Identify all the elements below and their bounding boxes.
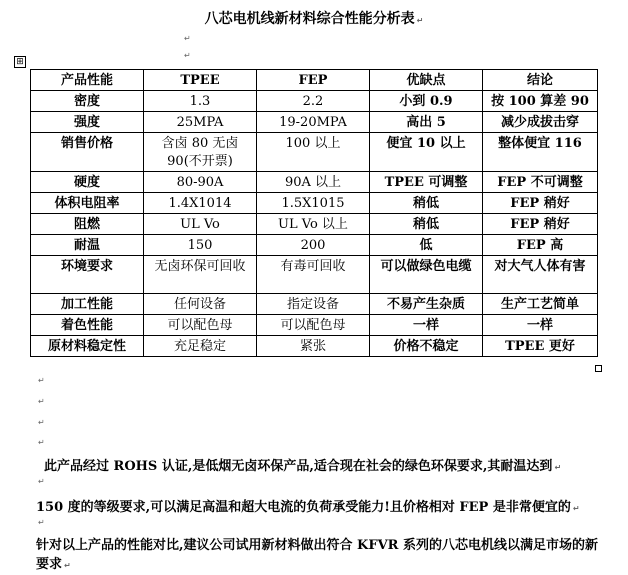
table-cell[interactable]: 一样 (483, 315, 598, 336)
table-row (31, 172, 598, 193)
table-cell[interactable]: 减少成拔击穿 (483, 112, 598, 133)
table-cell[interactable]: 小到 0.9 (370, 91, 483, 112)
table-cell[interactable]: 硬度 (31, 172, 144, 193)
table-cell[interactable]: 1.5X1015 (257, 193, 370, 214)
paragraph-mark-icon: ↵ (184, 34, 191, 43)
paragraph-mark-icon: ↵ (416, 16, 424, 25)
table-cell[interactable]: 90A 以上 (257, 172, 370, 193)
table-cell[interactable]: 销售价格 (31, 133, 144, 172)
table-cell[interactable]: 加工性能 (31, 294, 144, 315)
table-cell[interactable]: 价格不稳定 (370, 336, 483, 357)
table-cell[interactable]: 不易产生杂质 (370, 294, 483, 315)
table-header-cell[interactable]: TPEE (144, 70, 257, 91)
table-move-handle-icon[interactable]: ⊞ (14, 56, 26, 68)
table-cell[interactable]: 高出 5 (370, 112, 483, 133)
document-title (0, 8, 628, 28)
table-cell[interactable]: 体积电阻率 (31, 193, 144, 214)
table-cell[interactable]: 低 (370, 235, 483, 256)
table-cell[interactable]: 任何设备 (144, 294, 257, 315)
table-row (31, 235, 598, 256)
body-paragraph (36, 536, 604, 575)
table-cell[interactable]: 150 (144, 235, 257, 256)
table-row (31, 133, 598, 172)
table-cell[interactable]: 有毒可回收 (257, 256, 370, 294)
table-cell[interactable]: 阻燃 (31, 214, 144, 235)
table-resize-handle-icon[interactable] (595, 365, 602, 372)
comparison-table (30, 69, 598, 357)
table-cell[interactable]: 1.4X1014 (144, 193, 257, 214)
table-row (31, 91, 598, 112)
table-row (31, 256, 598, 294)
body-paragraph (36, 496, 580, 515)
paragraph-mark-icon: ↵ (38, 477, 45, 486)
table-row (31, 112, 598, 133)
table-cell[interactable]: 指定设备 (257, 294, 370, 315)
table-header-cell[interactable]: 产品性能 (31, 70, 144, 91)
table-cell[interactable]: 一样 (370, 315, 483, 336)
body-paragraph (44, 455, 561, 474)
table-cell[interactable]: 80-90A (144, 172, 257, 193)
table-cell[interactable]: UL Vo 以上 (257, 214, 370, 235)
table-cell[interactable]: 着色性能 (31, 315, 144, 336)
table-row (31, 193, 598, 214)
table-cell[interactable]: 1.3 (144, 91, 257, 112)
table-cell[interactable]: 可以配色母 (257, 315, 370, 336)
paragraph-mark-icon: ↵ (38, 438, 45, 447)
table-cell[interactable]: 25MPA (144, 112, 257, 133)
table-cell[interactable]: 按 100 算差 90 (483, 91, 598, 112)
paragraph-mark-icon: ↵ (184, 51, 191, 60)
table-cell[interactable]: 可以配色母 (144, 315, 257, 336)
table-cell[interactable]: 便宜 10 以上 (370, 133, 483, 172)
table-row (31, 294, 598, 315)
table-cell[interactable]: 原材料稳定性 (31, 336, 144, 357)
table-header-cell[interactable]: 结论 (483, 70, 598, 91)
title-text: 八芯电机线新材料综合性能分析表 (204, 11, 415, 27)
table-cell[interactable]: FEP 稍好 (483, 214, 598, 235)
table-cell[interactable]: 含卤 80 无卤 90(不开票) (144, 133, 257, 172)
table-cell[interactable]: 稍低 (370, 214, 483, 235)
table-header-cell[interactable]: FEP (257, 70, 370, 91)
table-cell[interactable]: FEP 高 (483, 235, 598, 256)
paragraph-text: 针对以上产品的性能对比,建议公司试用新材料做出符合 KFVR 系列的八芯电机线以满足市场的新要求 (36, 538, 598, 572)
table-cell[interactable]: 19-20MPA (257, 112, 370, 133)
table-cell[interactable]: 生产工艺简单 (483, 294, 598, 315)
paragraph-text: 此产品经过 ROHS 认证,是低烟无卤环保产品,适合现在社会的绿色环保要求,其耐温达到 (44, 459, 553, 474)
table-row (31, 315, 598, 336)
paragraph-mark-icon: ↵ (38, 376, 45, 385)
table-row (31, 214, 598, 235)
paragraph-mark-icon: ↵ (38, 397, 45, 406)
table-cell[interactable]: 耐温 (31, 235, 144, 256)
table-header-row (31, 70, 598, 91)
table-cell[interactable]: UL Vo (144, 214, 257, 235)
table-cell[interactable]: FEP 稍好 (483, 193, 598, 214)
table-cell[interactable]: 对大气人体有害 (483, 256, 598, 294)
table-cell[interactable]: TPEE 可调整 (370, 172, 483, 193)
paragraph-mark-icon: ↵ (64, 561, 71, 570)
paragraph-mark-icon: ↵ (554, 463, 562, 472)
paragraph-text: 150 度的等级要求,可以满足高温和超大电流的负荷承受能力!且价格相对 FEP 是非常便宜的 (36, 500, 571, 515)
table-row (31, 336, 598, 357)
table-cell[interactable]: 2.2 (257, 91, 370, 112)
table-cell[interactable]: 强度 (31, 112, 144, 133)
table-cell[interactable]: 可以做绿色电缆 (370, 256, 483, 294)
table-cell[interactable]: TPEE 更好 (483, 336, 598, 357)
table-cell[interactable]: 无卤环保可回收 (144, 256, 257, 294)
table-cell[interactable]: 环境要求 (31, 256, 144, 294)
table-cell[interactable]: 稍低 (370, 193, 483, 214)
paragraph-mark-icon: ↵ (38, 418, 45, 427)
table-header-cell[interactable]: 优缺点 (370, 70, 483, 91)
table-cell[interactable]: 整体便宜 116 (483, 133, 598, 172)
table-cell[interactable]: 100 以上 (257, 133, 370, 172)
table-cell[interactable]: 密度 (31, 91, 144, 112)
table-cell[interactable]: 紧张 (257, 336, 370, 357)
table-cell[interactable]: 充足稳定 (144, 336, 257, 357)
table-cell[interactable]: FEP 不可调整 (483, 172, 598, 193)
paragraph-mark-icon: ↵ (38, 518, 45, 527)
table-cell[interactable]: 200 (257, 235, 370, 256)
paragraph-mark-icon: ↵ (572, 504, 580, 513)
